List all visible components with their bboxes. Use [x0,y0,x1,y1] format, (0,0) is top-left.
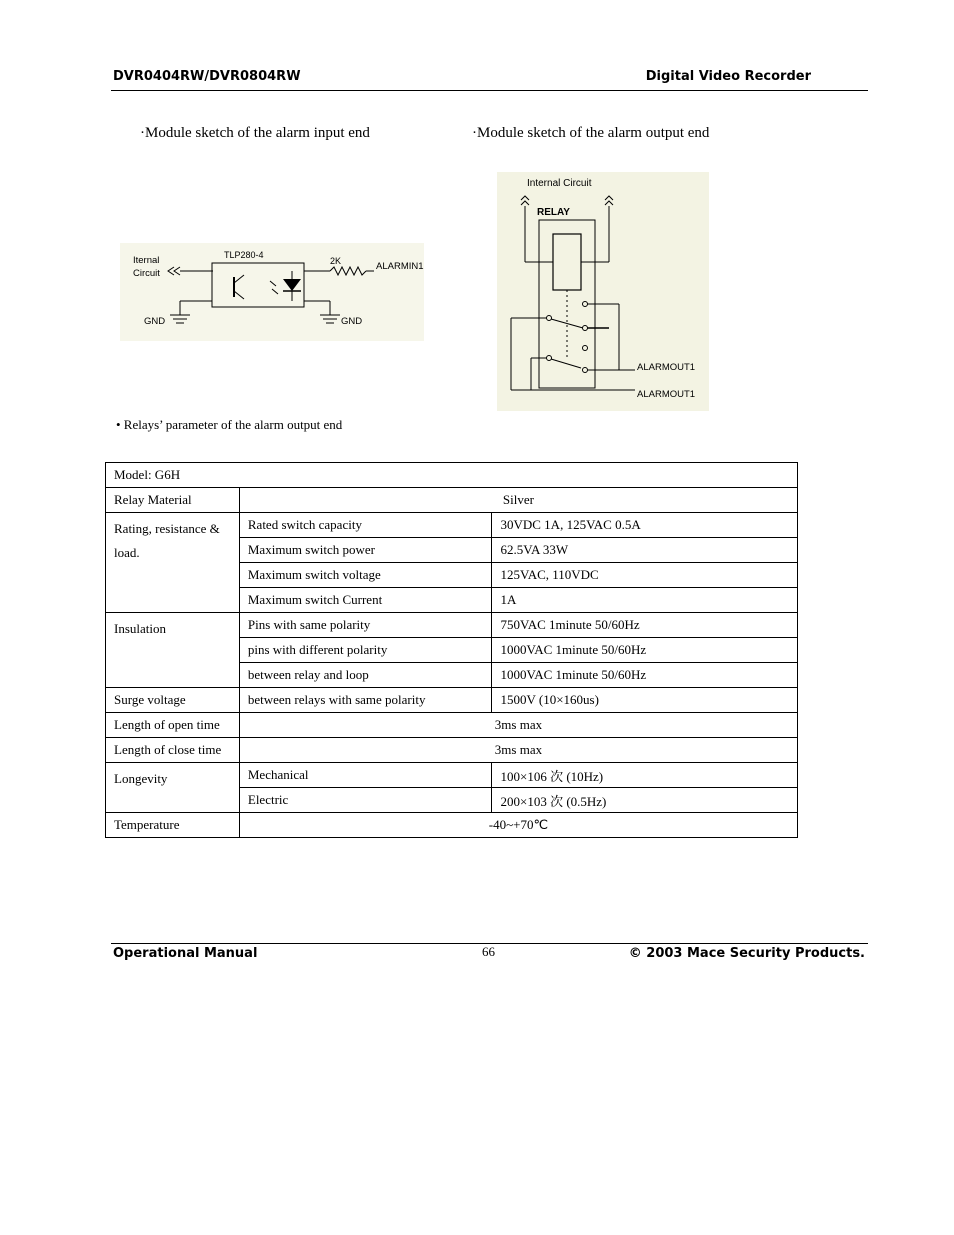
param-cell: Rated switch capacity [239,513,492,538]
close-time-label: Length of close time [106,738,240,763]
table-row [106,763,798,788]
alarm-in-label: ALARMIN1 [376,261,424,272]
relay-parameter-table [105,462,798,838]
param-cell: Maximum switch Current [239,588,492,613]
internal-circuit-label-1: Iternal [133,255,160,266]
table-row [106,513,798,538]
param-cell: pins with different polarity [239,638,492,663]
rating-label-line2: load. [114,545,140,560]
value-cell: 1000VAC 1minute 50/60Hz [492,663,798,688]
caption-relays-parameter: • Relays’ parameter of the alarm output end [116,417,343,432]
param-cell: Electric [239,788,492,813]
temperature-value: -40~+70℃ [239,813,797,838]
value-cell: 100×106 次 (10Hz) [492,763,798,788]
page-number: 66 [482,944,495,959]
open-time-label: Length of open time [106,713,240,738]
table-row [106,613,798,638]
resistor-icon [330,267,366,275]
value-cell: 1A [492,588,798,613]
rating-label-line1: Rating, resistance & [114,521,220,536]
temperature-label: Temperature [106,813,240,838]
value-cell: 125VAC, 110VDC [492,563,798,588]
relay-material-value: Silver [239,488,797,513]
gnd-label-left: GND [144,316,166,327]
relay-box [539,220,595,388]
rating-label [106,513,240,613]
header-model: DVR0404RW/DVR0804RW [113,69,301,84]
alarm-out-label-1: ALARMOUT1 [637,362,696,373]
param-cell: between relays with same polarity [239,688,492,713]
table-row [106,713,798,738]
internal-circuit-label: Internal Circuit [527,178,592,189]
relay-label: RELAY [537,207,570,218]
resistor-label: 2K [330,256,342,266]
alarm-input-diagram [120,243,424,341]
table-row [106,688,798,713]
param-cell: between relay and loop [239,663,492,688]
relay-material-label: Relay Material [106,488,240,513]
value-cell: 30VDC 1A, 125VAC 0.5A [492,513,798,538]
longevity-label: Longevity [106,763,240,813]
internal-circuit-label-2: Circuit [133,268,160,279]
value-cell: 62.5VA 33W [492,538,798,563]
open-time-value: 3ms max [239,713,797,738]
table-row [106,813,798,838]
value-cell: 1500V (10×160us) [492,688,798,713]
alarm-output-diagram [497,172,709,411]
value-cell: 1000VAC 1minute 50/60Hz [492,638,798,663]
footer-copyright: © 2003 Mace Security Products. [628,946,865,961]
table-row [106,738,798,763]
header-title: Digital Video Recorder [645,69,811,84]
surge-label: Surge voltage [106,688,240,713]
footer-manual-title: Operational Manual [113,946,258,961]
caption-output-sketch: ·Module sketch of the alarm output end [472,125,710,141]
alarm-out-label-2: ALARMOUT1 [637,389,696,400]
model-cell: Model: G6H [106,463,798,488]
relay-coil [553,234,581,290]
insulation-label: Insulation [106,613,240,688]
led-icon [283,279,301,291]
close-time-value: 3ms max [239,738,797,763]
gnd-label-right: GND [341,316,363,327]
table-row [106,463,798,488]
param-cell: Maximum switch power [239,538,492,563]
param-cell: Pins with same polarity [239,613,492,638]
header-rule [111,90,868,91]
param-cell: Maximum switch voltage [239,563,492,588]
value-cell: 200×103 次 (0.5Hz) [492,788,798,813]
caption-input-sketch: ·Module sketch of the alarm input end [140,125,370,141]
table-row [106,488,798,513]
optocoupler-label: TLP280-4 [224,250,264,260]
value-cell: 750VAC 1minute 50/60Hz [492,613,798,638]
param-cell: Mechanical [239,763,492,788]
